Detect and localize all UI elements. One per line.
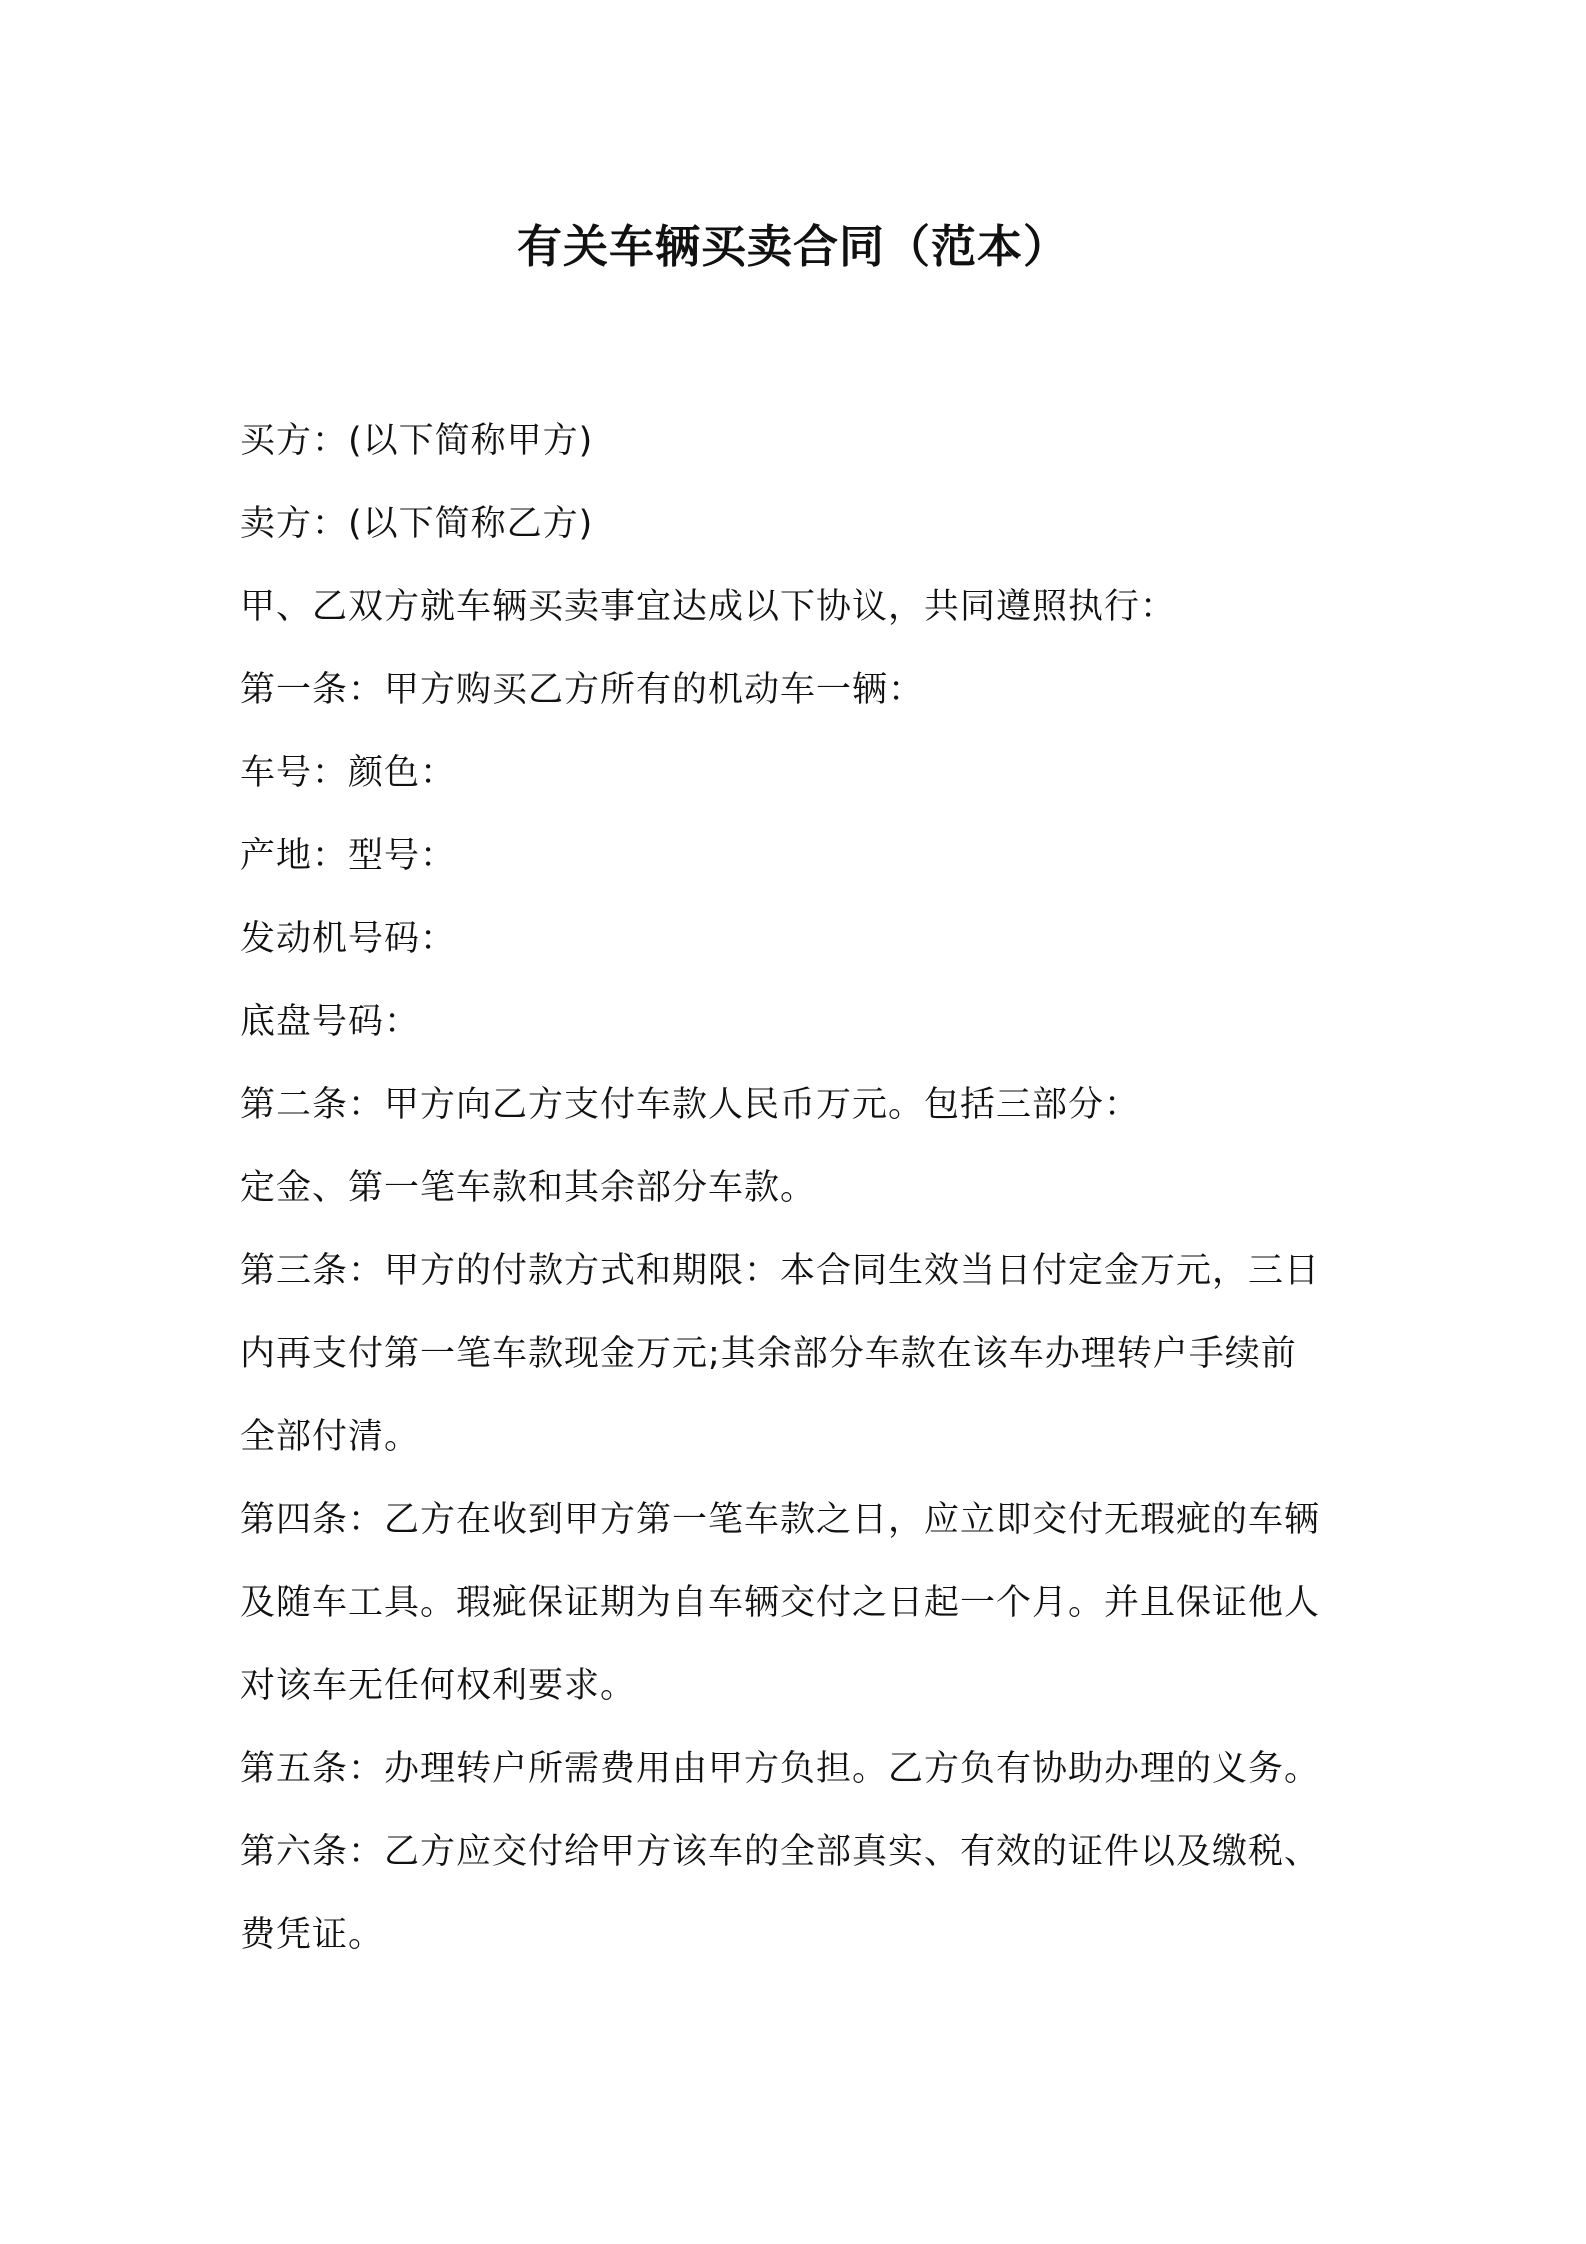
article-6-end-line: 费凭证。 [240,1915,385,1955]
chassis-number-line: 底盘号码： [240,1002,421,1042]
article-3-line: 第三条：甲方的付款方式和期限：本合同生效当日付定金万元，三日 [240,1251,1321,1291]
article-4-end-line: 对该车无任何权利要求。 [240,1666,637,1706]
seller-line: 卖方：(以下简称乙方) [240,504,594,544]
article-3-continued-line: 内再支付第一笔车款现金万元;其余部分车款在该车办理转户手续前 [240,1334,1297,1374]
article-4-continued-line: 及随车工具。瑕疵保证期为自车辆交付之日起一个月。并且保证他人 [240,1583,1321,1623]
agreement-intro-line: 甲、乙双方就车辆买卖事宜达成以下协议，共同遵照执行： [240,587,1177,627]
article-6-line: 第六条：乙方应交付给甲方该车的全部真实、有效的证件以及缴税、 [240,1832,1321,1872]
plate-color-line: 车号：颜色： [240,753,457,793]
contract-body [240,400,1360,1977]
article-1-line: 第一条：甲方购买乙方所有的机动车一辆： [240,670,925,710]
article-4-line: 第四条：乙方在收到甲方第一笔车款之日，应立即交付无瑕疵的车辆 [240,1500,1321,1540]
buyer-line: 买方：(以下简称甲方) [240,421,594,461]
article-5-line: 第五条：办理转户所需费用由甲方负担。乙方负有协助办理的义务。 [240,1749,1321,1789]
article-2-line: 第二条：甲方向乙方支付车款人民币万元。包括三部分： [240,1085,1141,1125]
page-title: 有关车辆买卖合同（范本） [516,220,1069,273]
article-2-continued-line: 定金、第一笔车款和其余部分车款。 [240,1168,817,1208]
origin-model-line: 产地：型号： [240,836,457,876]
article-3-end-line: 全部付清。 [240,1417,421,1457]
engine-number-line: 发动机号码： [240,919,457,959]
